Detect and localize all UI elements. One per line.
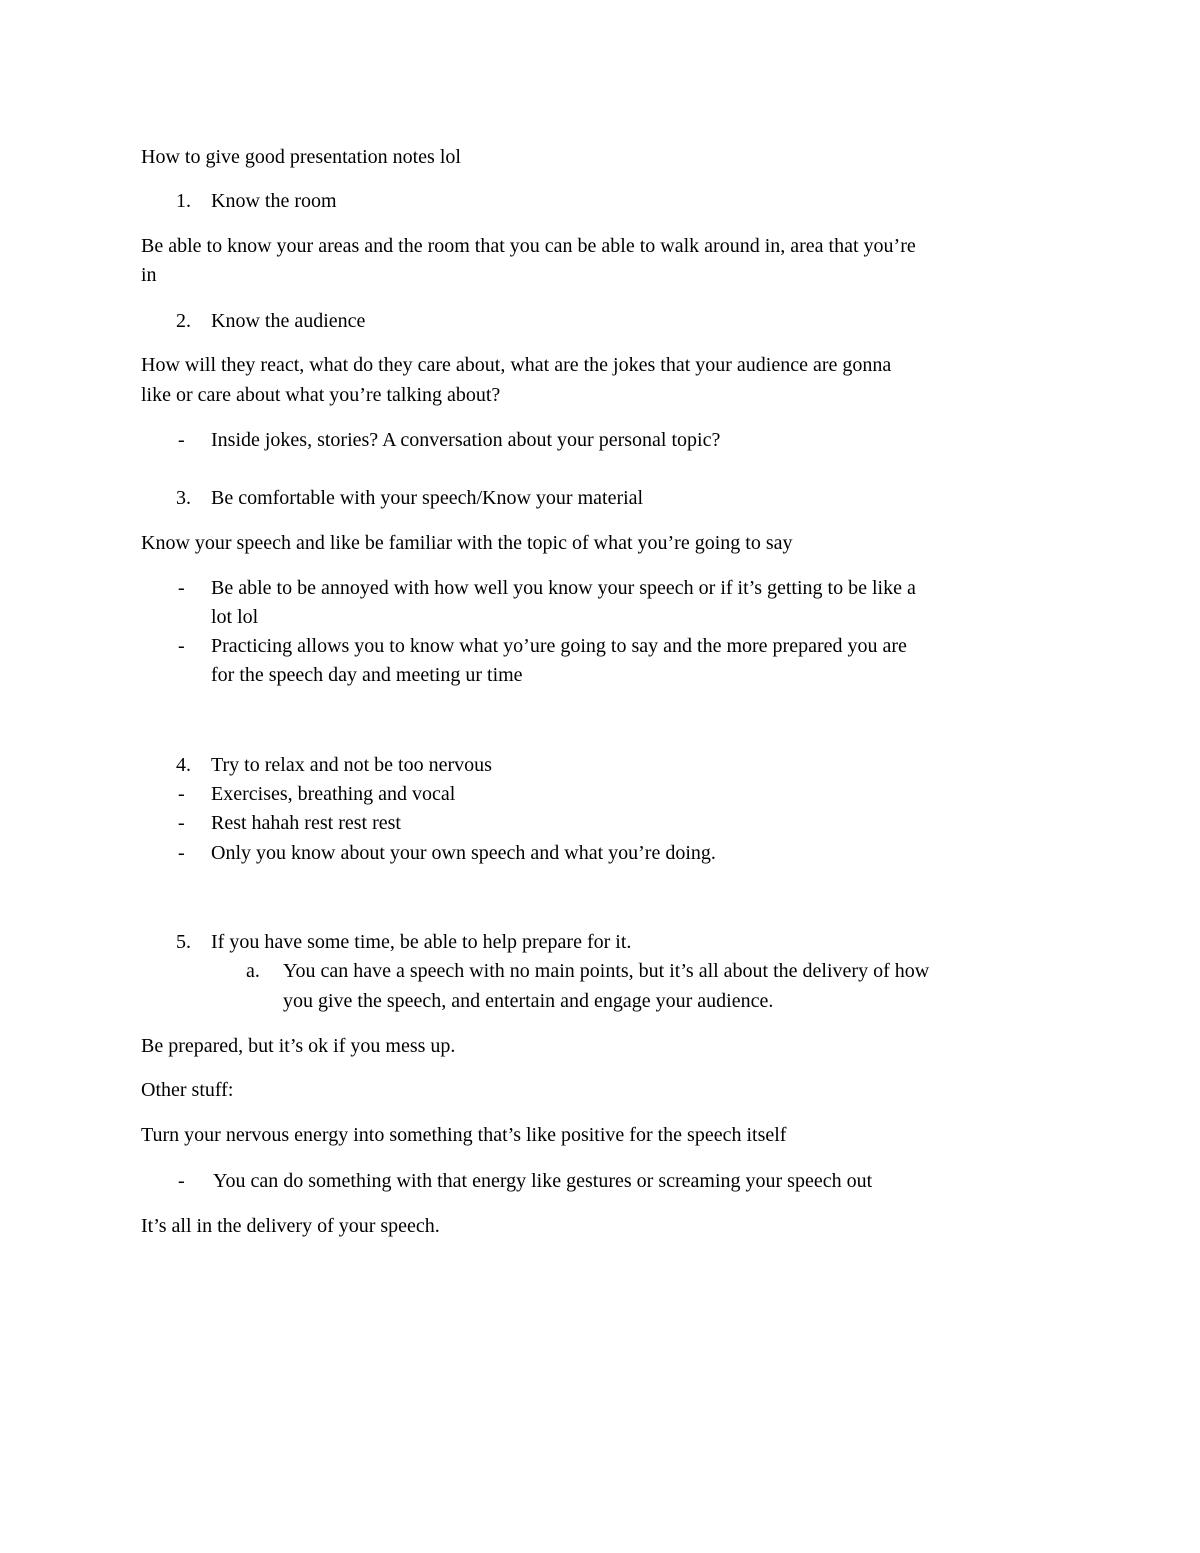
bullet-exercises: Exercises, breathing and vocal	[211, 783, 456, 805]
list-number-3: 3.	[176, 487, 191, 509]
heading-other-stuff: Other stuff:	[141, 1079, 234, 1101]
sublist-item-line-1: You can have a speech with no main points, but it’s all about the delivery of how	[283, 960, 930, 982]
paragraph-know-speech: Know your speech and like be familiar with the topic of what you’re going to say	[141, 532, 793, 554]
bullet-dash: -	[178, 429, 185, 451]
sublist-letter-a: a.	[246, 960, 260, 982]
list-item-if-you-have-time: If you have some time, be able to help prepare for it.	[211, 931, 632, 953]
list-item-know-the-room: Know the room	[211, 190, 337, 212]
sublist-item-line-2: you give the speech, and entertain and engage your audience.	[283, 990, 774, 1012]
bullet-inside-jokes: Inside jokes, stories? A conversation about your personal topic?	[211, 429, 721, 451]
paragraph-closing: It’s all in the delivery of your speech.	[141, 1215, 440, 1237]
bullet-energy-gestures: You can do something with that energy like gestures or screaming your speech out	[213, 1170, 873, 1192]
list-number-4: 4.	[176, 754, 191, 776]
bullet-annoyed-line-1: Be able to be annoyed with how well you know your speech or if it’s getting to be like a	[211, 577, 916, 599]
bullet-dash: -	[178, 842, 185, 864]
bullet-dash: -	[178, 1170, 185, 1192]
paragraph-nervous-energy: Turn your nervous energy into something that’s like positive for the speech itself	[141, 1124, 787, 1146]
bullet-practicing-line-1: Practicing allows you to know what yo’ure going to say and the more prepared you are	[211, 635, 907, 657]
list-number-2: 2.	[176, 310, 191, 332]
document-title: How to give good presentation notes lol	[141, 146, 461, 168]
list-item-try-to-relax: Try to relax and not be too nervous	[211, 754, 492, 776]
paragraph-audience-line-1: How will they react, what do they care about, what are the jokes that your audience are gonna	[141, 354, 892, 376]
paragraph-audience-line-2: like or care about what you’re talking about?	[141, 384, 501, 406]
bullet-dash: -	[178, 635, 185, 657]
list-number-5: 5.	[176, 931, 191, 953]
bullet-practicing-line-2: for the speech day and meeting ur time	[211, 664, 523, 686]
paragraph-room-line-2: in	[141, 264, 157, 286]
bullet-only-you-know: Only you know about your own speech and what you’re doing.	[211, 842, 716, 864]
bullet-dash: -	[178, 577, 185, 599]
list-number-1: 1.	[176, 190, 191, 212]
bullet-rest: Rest hahah rest rest rest	[211, 812, 401, 834]
paragraph-room-line-1: Be able to know your areas and the room that you can be able to walk around in, area that you’re	[141, 235, 916, 257]
bullet-annoyed-line-2: lot lol	[211, 606, 259, 628]
list-item-be-comfortable: Be comfortable with your speech/Know your material	[211, 487, 644, 509]
paragraph-be-prepared: Be prepared, but it’s ok if you mess up.	[141, 1035, 456, 1057]
list-item-know-the-audience: Know the audience	[211, 310, 366, 332]
bullet-dash: -	[178, 783, 185, 805]
bullet-dash: -	[178, 812, 185, 834]
